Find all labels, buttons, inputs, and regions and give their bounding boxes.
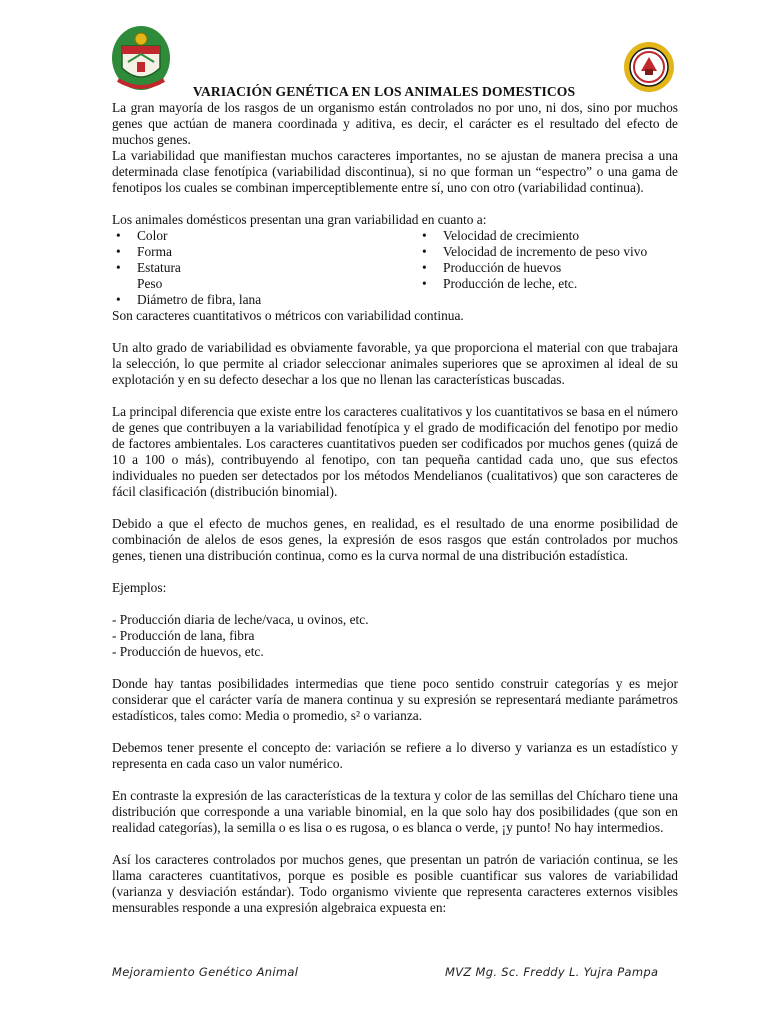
list-item: • Forma [116,244,172,259]
bullet-icon: • [116,260,121,275]
variability-paragraph: Un alto grado de variabilidad es obviamente favorable, ya que proporciona el material con que trabajara la selección, lo que permite al criador seleccionar animales superiores que se aproximen al ideal de su explotación y en su defecto desechar a los que no llenan las características buscadas. [112,340,678,387]
example-item: - Producción de huevos, etc. [112,644,264,659]
example-item: - Producción diaria de leche/vaca, u ovinos, etc. [112,612,369,627]
bullet-icon: • [422,228,427,243]
concept-paragraph: Debemos tener presente el concepto de: variación se refiere a lo diverso y varianza es un estadístico y representa en cada caso un valor numérico. [112,740,678,771]
bullet-icon: • [116,292,121,307]
document-title: VARIACIÓN GENÉTICA EN LOS ANIMALES DOMESTICOS [192,84,576,99]
bullet-icon: • [116,244,121,259]
intermediate-paragraph: Donde hay tantas posibilidades intermedias que tiene poco sentido construir categorías y es mejor considerar que el carácter varía de manera continua y su expresión se representará mediante parámetros estadísticos, tales como: Media o promedio, s² o varianza. [112,676,678,723]
document-body [112,100,678,916]
list-item: Peso [137,276,163,291]
bullet-icon: • [422,260,427,275]
list-item: • Estatura [116,260,181,275]
list-intro: Los animales domésticos presentan una gran variabilidad en cuanto a: [112,212,487,227]
list-item: • Diámetro de fibra, lana [116,292,262,307]
effect-paragraph: Debido a que el efecto de muchos genes, en realidad, es el resultado de una enorme posibilidad de combinación de alelos de esos genes, la expresión de esos rasgos que están controlados por muchos genes, tienen una distribución continua, como es la curva normal de una distribución estadística. [112,516,678,563]
list-item: • Color [116,228,168,243]
list-item: • Velocidad de incremento de peso vivo [422,244,648,259]
bullet-icon: • [422,244,427,259]
final-paragraph: Así los caracteres controlados por muchos genes, que presentan un patrón de variación continua, se les llama caracteres cuantitativos, porque es posible es posible cuantificar sus valores de variabilidad (varianza y desviación estándar). Todo organismo viviente que representa caracteres externos visibles mensurables responde a una expresión algebraica expuesta en: [112,852,678,915]
example-item: - Producción de lana, fibra [112,628,255,643]
contrast-paragraph: En contraste la expresión de las características de la textura y color de las semillas del Chícharo tiene una distribución que corresponde a una variable binomial, en la que solo hay dos posibilidades (que son en realidad categorías), la semilla o es lisa o es rugosa, o es blanca o verde, ¡y punto! No hay intermedios. [112,788,678,835]
list-conclusion: Son caracteres cuantitativos o métricos con variabilidad continua. [112,308,464,323]
list-item: • Producción de huevos [422,260,562,275]
list-item: • Producción de leche, etc. [422,276,578,291]
traits-bullet-list [112,228,678,292]
intro-paragraph-1: La gran mayoría de los rasgos de un organismo están controlados no por uno, ni dos, sino por muchos genes que actúan de manera coordinada y aditiva, es decir, el carácter es el resultado del efecto de muchos genes. [112,100,678,147]
footer-course-title: Mejoramiento Genético Animal [112,965,299,979]
examples-heading: Ejemplos: [112,580,167,595]
intro-paragraph-2: La variabilidad que manifiestan muchos caracteres importantes, no se ajustan de manera precisa a una determinada clase fenotípica (variabilidad discontinua), si no que forman un “espectro” o una gama de fenotipos los cuales se combinan imperceptiblemente entre sí, uno con otro (variabilidad continua). [112,148,678,195]
bullet-icon: • [422,276,427,291]
bullet-icon: • [116,228,121,243]
list-item: • Velocidad de crecimiento [422,228,580,243]
difference-paragraph: La principal diferencia que existe entre los caracteres cualitativos y los cuantitativos se basa en el número de genes que contribuyen a la variabilidad fenotípica y el grado de modificación del fenotipo por medio de factores ambientales. Los caracteres cuantitativos pueden ser codificados por muchos genes (quizá de 10 a 100 o más), contribuyendo al fenotipo, con tan pequeña cantidad cada uno, que sus efectos individuales no pueden ser detectados por los métodos Mendelianos (cualitativos) que son caracteres de fácil clasificación (distribución binomial). [112,404,678,499]
footer-author: MVZ Mg. Sc. Freddy L. Yujra Pampa [445,965,659,979]
